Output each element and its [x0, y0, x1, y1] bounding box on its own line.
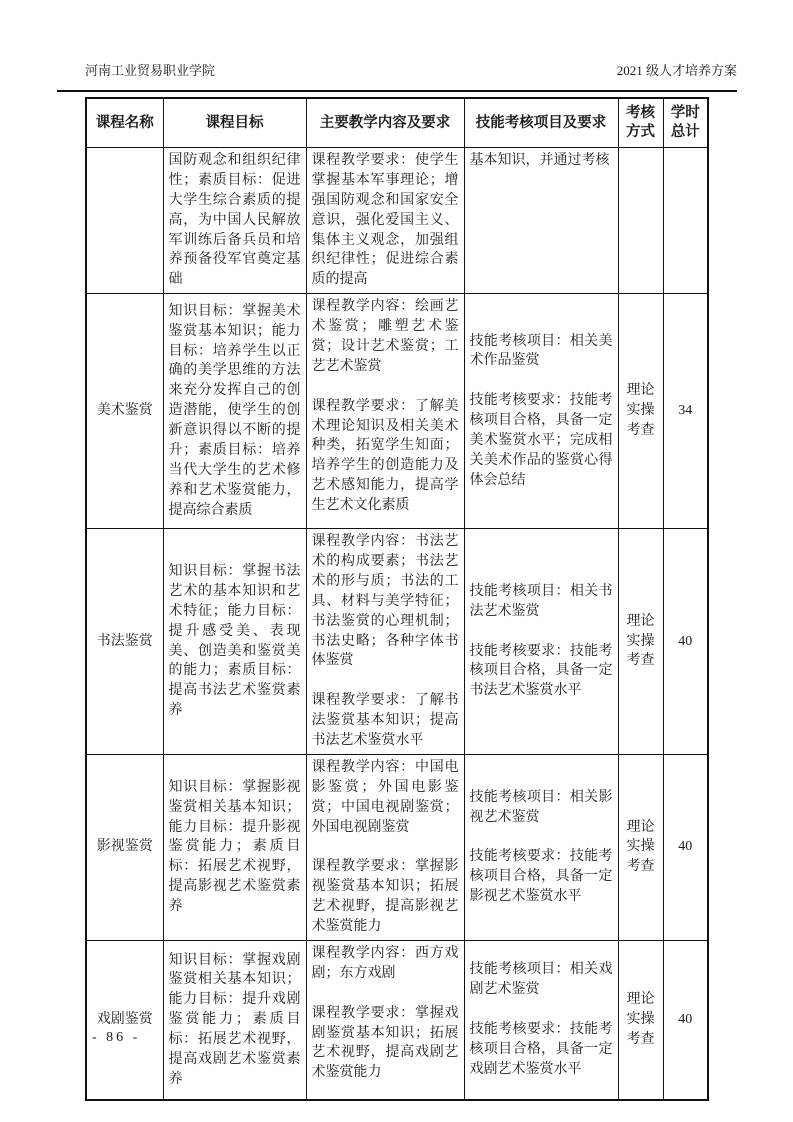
course-name-cell: 影视鉴赏	[86, 754, 163, 940]
course-name-cell	[86, 148, 163, 294]
header-document-title: 2021 级人才培养方案	[616, 63, 737, 78]
cell-paragraph: 技能考核项目：相关美术作品鉴赏	[469, 333, 613, 369]
teaching-content-cell	[306, 754, 464, 940]
teaching-content-cell	[306, 148, 464, 294]
teaching-content-cell	[306, 529, 464, 755]
cell-paragraph: 技能考核项目：相关书法艺术鉴赏	[469, 583, 613, 619]
assessment-method-cell: 理论实操考查	[618, 529, 663, 755]
course-name-cell: 戏剧鉴赏	[86, 940, 163, 1100]
cell-paragraph: 知识目标：掌握美术鉴赏基本知识；能力目标：培养学生以正确的美学思维的方法来充分发挥自己的创造潜能，使学生的创新意识得以不断的提升；素质目标：培养当代大学生的艺术修养和艺术鉴赏能力，提高综合素质	[168, 303, 301, 518]
page-number: - 86 -	[92, 1030, 141, 1045]
table-row	[86, 940, 708, 1100]
table-row	[86, 529, 708, 755]
cell-paragraph: 课程教学内容：书法艺术的构成要素；书法艺术的形与质；书法的工具、材料与美学特征；书法鉴赏的心理机制；书法史略；各种字体书体鉴赏	[311, 534, 459, 669]
assessment-method-cell	[618, 148, 663, 294]
cell-paragraph: 技能考核要求：技能考核项目合格，具备一定书法艺术鉴赏水平	[469, 643, 613, 699]
cell-paragraph: 基本知识，并通过考核	[469, 153, 610, 168]
course-objectives-cell	[163, 148, 306, 294]
cell-paragraph: 技能考核项目：相关影视艺术鉴赏	[469, 789, 613, 825]
column-header-total-hours: 学时总计	[663, 98, 708, 148]
skill-assessment-cell	[464, 529, 618, 755]
cell-paragraph: 课程教学内容：绘画艺术鉴赏；雕塑艺术鉴赏；设计艺术鉴赏；工艺艺术鉴赏	[311, 299, 459, 374]
course-objectives-cell	[163, 754, 306, 940]
cell-paragraph: 技能考核项目：相关戏剧艺术鉴赏	[469, 962, 613, 998]
course-table-header	[86, 98, 708, 148]
course-objectives-cell	[163, 940, 306, 1100]
cell-paragraph: 国防观念和组织纪律性；素质目标：促进大学生综合素质的提高，为中国人民解放军训练后备兵员和培养预备役军官奠定基础	[168, 153, 301, 288]
course-objectives-cell	[163, 294, 306, 529]
page-header	[85, 63, 737, 79]
cell-paragraph: 课程教学要求：了解书法鉴赏基本知识；提高书法艺术鉴赏水平	[311, 693, 459, 748]
column-header-assessment-method: 考核方式	[618, 98, 663, 148]
total-hours-cell: 40	[663, 754, 708, 940]
cell-paragraph: 课程教学要求：了解美术理论知识及相关美术种类，拓宽学生知面；培养学生的创造能力及艺术感知能力，提高学生艺术文化素质	[311, 398, 459, 513]
skill-assessment-cell	[464, 940, 618, 1100]
total-hours-cell: 40	[663, 529, 708, 755]
column-header-course-name: 课程名称	[86, 98, 163, 148]
course-table-body	[86, 148, 708, 1101]
cell-paragraph: 课程教学内容：西方戏剧；东方戏剧	[311, 945, 459, 981]
skill-assessment-cell	[464, 148, 618, 294]
course-objectives-cell	[163, 529, 306, 755]
column-header-teaching-content: 主要教学内容及要求	[306, 98, 464, 148]
header-row	[86, 98, 708, 148]
cell-paragraph: 课程教学内容：中国电影鉴赏；外国电影鉴赏；中国电视剧鉴赏；外国电视剧鉴赏	[311, 759, 459, 835]
table-row	[86, 148, 708, 294]
teaching-content-cell	[306, 294, 464, 529]
cell-paragraph: 技能考核要求：技能考核项目合格，具备一定美术鉴赏水平；完成相关美术作品的鉴赏心得体会总结	[469, 393, 613, 488]
total-hours-cell	[663, 148, 708, 294]
course-name-cell: 美术鉴赏	[86, 294, 163, 529]
cell-paragraph: 知识目标：掌握戏剧鉴赏相关基本知识；能力目标：提升戏剧鉴赏能力；素质目标：拓展艺术视野，提高戏剧艺术鉴赏素养	[168, 952, 301, 1087]
header-rule	[57, 90, 737, 92]
total-hours-cell: 40	[663, 940, 708, 1100]
assessment-method-cell: 理论实操考查	[618, 940, 663, 1100]
skill-assessment-cell	[464, 294, 618, 529]
course-name-cell: 书法鉴赏	[86, 529, 163, 755]
cell-paragraph: 技能考核要求：技能考核项目合格，具备一定戏剧艺术鉴赏水平	[469, 1022, 613, 1077]
assessment-method-cell: 理论实操考查	[618, 294, 663, 529]
course-table	[85, 97, 709, 1101]
assessment-method-cell: 理论实操考查	[618, 754, 663, 940]
total-hours-cell: 34	[663, 294, 708, 529]
table-row	[86, 754, 708, 940]
teaching-content-cell	[306, 940, 464, 1100]
column-header-course-objectives: 课程目标	[163, 98, 306, 148]
header-institution-name: 河南工业贸易职业学院	[85, 63, 216, 78]
skill-assessment-cell	[464, 754, 618, 940]
cell-paragraph: 知识目标：掌握影视鉴赏相关基本知识；能力目标：提升影视鉴赏能力；素质目标：拓展艺术视野，提高影视艺术鉴赏素养	[168, 779, 301, 915]
table-row	[86, 294, 708, 529]
cell-paragraph: 课程教学要求：使学生掌握基本军事理论；增强国防观念和国家安全意识，强化爱国主义、集体主义观念，加强组织纪律性；促进综合素质的提高	[311, 153, 459, 288]
cell-paragraph: 技能考核要求：技能考核项目合格，具备一定影视艺术鉴赏水平	[469, 849, 613, 905]
cell-paragraph: 课程教学要求：掌握影视鉴赏基本知识；拓展艺术视野，提高影视艺术鉴赏能力	[311, 859, 459, 934]
cell-paragraph: 课程教学要求：掌握戏剧鉴赏基本知识；拓展艺术视野，提高戏剧艺术鉴赏能力	[311, 1005, 459, 1081]
cell-paragraph: 知识目标：掌握书法艺术的基本知识和艺术特征；能力目标：提升感受美、表现美、创造美和鉴赏美的能力；素质目标：提高书法艺术鉴赏素养	[168, 564, 301, 719]
column-header-skill-assessment: 技能考核项目及要求	[464, 98, 618, 148]
